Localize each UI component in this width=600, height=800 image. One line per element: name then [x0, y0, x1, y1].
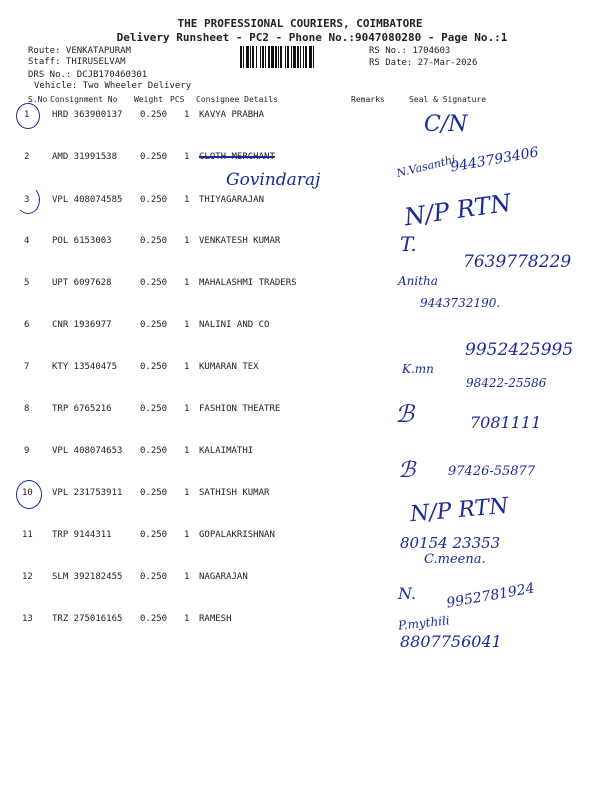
rs-date: RS Date: 27-Mar-2026 — [369, 58, 478, 68]
company-title: THE PROFESSIONAL COURIERS, COIMBATORE — [177, 17, 423, 30]
row-consignment: VPL 408074585 — [52, 195, 123, 205]
row-consignee: KALAIMATHI — [199, 446, 254, 456]
row-consignment: SLM 392182455 — [52, 572, 123, 582]
remark-row-1: C/N — [424, 112, 468, 137]
table-row — [0, 446, 600, 460]
col-consignment: Consignment No — [50, 95, 118, 104]
row-consignee: NALINI AND CO — [199, 320, 270, 330]
remark-row-10: N/P RTN — [409, 493, 510, 528]
phone-row-7: 98422-25586 — [466, 376, 547, 390]
row-consignee: MAHALASHMI TRADERS — [199, 278, 297, 288]
row-consignment: POL 6153003 — [52, 236, 112, 246]
signature-row-2: N.Vasanthi — [395, 152, 457, 181]
row-consignment: HRD 363900137 — [52, 110, 123, 120]
signature-row-9: ℬ — [398, 458, 416, 483]
row-sno: 4 — [24, 236, 30, 246]
phone-row-9: 97426-55877 — [448, 464, 536, 479]
row-consignment: TRP 6765216 — [52, 404, 112, 414]
phone-row-4: 7639778229 — [463, 252, 572, 272]
row-weight: 0.250 — [140, 110, 168, 120]
row-pcs: 1 — [184, 614, 190, 624]
table-row — [0, 110, 600, 124]
name-row-2: Govindaraj — [226, 170, 321, 190]
row-pcs: 1 — [184, 572, 190, 582]
table-row — [0, 530, 600, 544]
remark-row-3: N/P RTN — [402, 188, 513, 232]
row-consignee: KUMARAN TEX — [199, 362, 259, 372]
circle-mark-row-10 — [16, 480, 42, 509]
route-label: Route: VENKATAPURAM — [28, 46, 131, 56]
row-pcs: 1 — [184, 488, 190, 498]
phone-row-11: 80154 23353 — [400, 534, 501, 552]
row-consignee: GOPALAKRISHNAN — [199, 530, 275, 540]
row-consignee: NAGARAJAN — [199, 572, 248, 582]
row-pcs: 1 — [184, 110, 190, 120]
phone-row-2: 9443793406 — [449, 144, 540, 176]
circle-mark-row-3 — [16, 186, 40, 214]
row-sno: 13 — [22, 614, 33, 624]
row-weight: 0.250 — [140, 152, 168, 162]
row-consignment: AMD 31991538 — [52, 152, 118, 162]
row-sno: 7 — [24, 362, 30, 372]
col-consignee: Consignee Details — [196, 95, 278, 104]
row-consignment: VPL 231753911 — [52, 488, 123, 498]
col-weight: Weight — [134, 95, 163, 104]
row-pcs: 1 — [184, 530, 190, 540]
col-pcs: PCS — [170, 95, 185, 104]
row-consignee: CLOTH MERCHANT — [199, 152, 275, 162]
row-sno: 11 — [22, 530, 33, 540]
row-pcs: 1 — [184, 195, 190, 205]
row-consignee: FASHION THEATRE — [199, 404, 281, 414]
row-sno: 2 — [24, 152, 30, 162]
row-weight: 0.250 — [140, 446, 168, 456]
rs-number: RS No.: 1704603 — [369, 46, 451, 56]
row-consignee: KAVYA PRABHA — [199, 110, 265, 120]
row-sno: 12 — [22, 572, 33, 582]
row-pcs: 1 — [184, 404, 190, 414]
barcode — [240, 46, 364, 68]
row-consignment: TRZ 275016165 — [52, 614, 123, 624]
row-weight: 0.250 — [140, 572, 168, 582]
row-pcs: 1 — [184, 152, 190, 162]
row-weight: 0.250 — [140, 195, 168, 205]
row-weight: 0.250 — [140, 362, 168, 372]
row-weight: 0.250 — [140, 530, 168, 540]
table-row — [0, 362, 600, 376]
row-sno: 9 — [24, 446, 30, 456]
vehicle-label: Vehicle: Two Wheeler Delivery — [34, 81, 192, 91]
row-sno: 10 — [22, 488, 33, 498]
name-row-11: C.meena. — [424, 552, 486, 567]
row-consignment: VPL 408074653 — [52, 446, 123, 456]
table-row — [0, 488, 600, 502]
row-pcs: 1 — [184, 278, 190, 288]
table-row — [0, 614, 600, 628]
phone-row-8: 7081111 — [470, 413, 542, 432]
mark-row-12: N. — [398, 584, 417, 603]
row-weight: 0.250 — [140, 320, 168, 330]
row-consignee: RAMESH — [199, 614, 232, 624]
row-weight: 0.250 — [140, 236, 168, 246]
row-sno: 3 — [24, 195, 30, 205]
row-pcs: 1 — [184, 362, 190, 372]
row-weight: 0.250 — [140, 488, 168, 498]
row-pcs: 1 — [184, 320, 190, 330]
signature-row-5: Anitha — [398, 274, 438, 288]
row-weight: 0.250 — [140, 278, 168, 288]
signature-row-7: K.mn — [402, 362, 434, 376]
row-pcs: 1 — [184, 446, 190, 456]
row-consignment: TRP 9144311 — [52, 530, 112, 540]
row-consignment: UPT 6097628 — [52, 278, 112, 288]
mark-row-4: T. — [400, 232, 417, 256]
row-consignee: VENKATESH KUMAR — [199, 236, 281, 246]
row-weight: 0.250 — [140, 614, 168, 624]
drs-number: DRS No.: DCJB170460301 — [28, 70, 148, 80]
phone-row-13: 8807756041 — [400, 632, 502, 651]
phone-row-12: 9952781924 — [445, 580, 536, 612]
staff-label: Staff: THIRUSELVAM — [28, 57, 126, 67]
row-sno: 5 — [24, 278, 30, 288]
row-weight: 0.250 — [140, 404, 168, 414]
col-remarks: Remarks — [351, 95, 385, 104]
row-consignment: CNR 1936977 — [52, 320, 112, 330]
table-row — [0, 278, 600, 292]
col-sno: S.No — [28, 95, 48, 104]
phone-row-6: 9952425995 — [465, 340, 574, 360]
table-row — [0, 236, 600, 250]
row-sno: 1 — [24, 110, 30, 120]
circle-mark-row-1 — [16, 103, 40, 129]
row-consignee: SATHISH KUMAR — [199, 488, 270, 498]
phone-row-5: 9443732190. — [420, 296, 501, 310]
signature-row-13: P.mythili — [397, 613, 451, 633]
row-consignment: KTY 13540475 — [52, 362, 118, 372]
row-sno: 8 — [24, 404, 30, 414]
row-sno: 6 — [24, 320, 30, 330]
table-row — [0, 320, 600, 334]
runsheet-subtitle: Delivery Runsheet - PC2 - Phone No.:9047080280 - Page No.:1 — [116, 31, 508, 44]
row-pcs: 1 — [184, 236, 190, 246]
signature-row-8: ℬ — [395, 400, 414, 428]
row-consignee: THIYAGARAJAN — [199, 195, 265, 205]
col-seal-signature: Seal & Signature — [409, 95, 487, 104]
